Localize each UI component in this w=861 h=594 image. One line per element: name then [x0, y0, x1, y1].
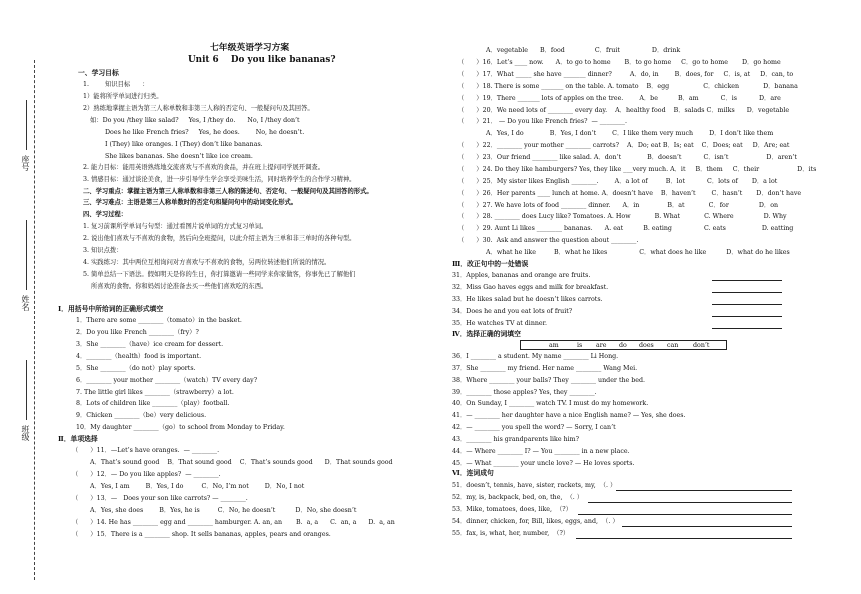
answer-line[interactable] — [622, 526, 792, 527]
question-line: 6．________ your mother ________（watch）TV every day? — [76, 377, 258, 384]
word-option: do — [619, 342, 627, 349]
question-line: 45．— What ________ your uncle love? — He loves sports. — [452, 460, 635, 467]
text-line: 1. 复习前课所学单词与句型：通过看图片说单词的方式复习单词。 — [83, 223, 268, 230]
answer-line[interactable] — [712, 304, 782, 305]
question-line: 10．My daughter ________（go）to school from Monday to Friday. — [76, 424, 285, 431]
question-line: （ ）13．— Does your son like carrots? — ________. — [72, 495, 248, 502]
question-line: （ ）25．My sister likes English ________. A．a lot of B．lot C．lots of D．a lot — [458, 178, 778, 185]
text-line: 2. 能力目标：能用英语熟练地交流喜欢与不喜欢的食品，并在班上提问同学展开调查。 — [83, 164, 324, 171]
word-option: does — [639, 342, 654, 349]
question-line: 31．Apples, bananas and orange are fruits. — [452, 272, 591, 279]
question-line: 44．— Where ________ I? — You ________ in a new place. — [452, 448, 630, 455]
question-line: 3．She ________（have）ice cream for dessert. — [76, 341, 224, 348]
answer-line[interactable] — [712, 292, 782, 293]
text-line: 2）熟练地掌握主语为第三人称单数和非第三人称的否定句、一般疑问句及其回答。 — [83, 105, 314, 112]
question-line: 7. The little girl likes ________（strawberry）a lot. — [76, 389, 234, 396]
text-line: 如：Do you /they like salad? Yes, I /they do. No, I /they don’t — [90, 117, 300, 124]
text-line: 2. 说出他们喜欢与不喜欢的食物，然后向全班提问，以此介绍主语为三单和非三单时的各种句型。 — [83, 235, 356, 242]
question-line: （ ）20．We need lots of ________ every day. A．healthy food B．salads C．milks D．vegetable — [458, 107, 790, 114]
class-blank — [26, 360, 27, 420]
binding-margin — [6, 60, 42, 580]
text-line: 1. 知识目标 ： — [83, 81, 149, 88]
goals-heading: 一、学习目标 — [78, 69, 119, 77]
question-line: 53．Mike, tomatoes, does, like, （?） — [452, 506, 572, 513]
text-line: 3. 情感目标：通过谈论美食，进一步引导学生学会享受美味生活，同时培养学生的合作学习精神。 — [83, 176, 356, 183]
option-line: A．Yes, she does B．Yes, he is C．No, he doesn’t D．No, she doesn’t — [90, 507, 357, 514]
name-blank — [26, 220, 27, 290]
page-title: 七年级英语学习方案 — [210, 43, 290, 53]
text-line: 5. 简单总结一下语法。假如明天是你的生日，你打算邀请一些同学来你家做客，你事先已了解他们 — [83, 271, 356, 278]
question-line: （ ）21． — Do you like French fries? — ________. — [458, 118, 627, 125]
question-line: 2．Do you like French ________（fry）? — [76, 329, 199, 336]
question-line: 4．________（health）food is important. — [76, 353, 202, 360]
section-1-heading: Ⅰ．用括号中所给词的正确形式填空 — [58, 305, 164, 313]
question-line: 42．— ________ you spell the word? — Sorry, I can’t — [452, 424, 616, 431]
option-line: A．what he like B．what he likes C．what does he like D．what do he likes — [486, 249, 790, 256]
text-line: 4. 实践练习：其中两位互相询问对方喜欢与不喜欢的食物，另两位转述他们所说的情况。 — [83, 259, 331, 266]
text-line: She likes bananas. She doesn’t like ice cream. — [105, 153, 253, 160]
question-line: 38．Where ________ your balls? They ________ under the bed. — [452, 377, 646, 384]
section-2-heading: Ⅱ．单项选择 — [58, 435, 98, 443]
word-option: can — [667, 342, 679, 349]
question-line: （ ）16．Let’s ____ now. A．to go to home B．to go home C．go to home D．go home — [458, 59, 781, 66]
question-line: （ ）23．Our friend ________ like salad. A．don’t B．doesn’t C．isn’t D．aren’t — [458, 154, 797, 161]
question-line: 33．He likes salad but he doesn’t likes carrots. — [452, 296, 603, 303]
question-line: 37．She ________ my friend. Her name ________ Wang Mei. — [452, 365, 638, 372]
question-line: 35．He watches TV at dinner. — [452, 320, 547, 327]
option-line: A．That’s sound good B．That sound good C．That’s sounds good D．That sounds good — [90, 459, 393, 466]
text-line: 二、学习重点：掌握主语为第三人称单数和非第三人称的陈述句、否定句、一般疑问句及其回答的形式。 — [83, 188, 373, 195]
class-label: 班级 — [21, 425, 30, 441]
word-box — [520, 340, 727, 350]
question-line: （ ）24. Do they like hamburgers? Yes, they like ___very much. A．it B．them C．their D．its — [458, 166, 817, 173]
answer-line[interactable] — [578, 514, 792, 515]
question-line: 41．— ________ her daughter have a nice English name? — Yes, she does. — [452, 412, 686, 419]
question-line: （ ）19．There _______ lots of apples on the tree. A．be B．am C．is D．are — [458, 95, 781, 102]
section-6-heading: Ⅵ．连词成句 — [452, 469, 494, 477]
text-line: 所喜欢的食物。你和妈妈讨论准备去买一些他们喜欢吃的东西。 — [83, 283, 268, 290]
section-3-heading: Ⅲ．改正句中的一处错误 — [452, 260, 529, 268]
question-line: （ ）26．Her parents ____ lunch at home. A．doesn’t have B．haven’t C．hasn’t D．don’t have — [458, 190, 802, 197]
text-line: 三、学习难点：主语是第三人称单数时的否定句和疑问句中的动词变化形式。 — [83, 199, 298, 206]
word-option: are — [596, 342, 607, 349]
question-line: 40．On Sunday, I ________ watch TV. I must do my homework. — [452, 400, 649, 407]
answer-line[interactable] — [616, 490, 792, 491]
question-line: 43．________ his grandparents like him? — [452, 436, 580, 443]
name-label: 姓名 — [21, 295, 30, 311]
question-line: （ ）27. We have lots of food ________ dinner. A．in B．at C．for D．on — [458, 202, 779, 209]
answer-line[interactable] — [588, 502, 792, 503]
question-line: （ ）11．—Let’s have oranges. — ________. — [72, 447, 220, 454]
question-line: （ ）15．There is a ________ shop. It sells bananas, apples, pears and oranges. — [72, 531, 331, 538]
question-line: 51．doesn’t, tennis, have, sister, rackets, my, （. ） — [452, 482, 617, 489]
question-line: （ ）18. There is some _______ on the table. A. tomato B．egg C．chicken D．banana — [458, 83, 798, 90]
question-line: 54．dinner, chicken, for, Bill, likes, eggs, and, （. ） — [452, 518, 619, 525]
question-line: 55．fax, is, what, her, number, （?） — [452, 530, 570, 537]
answer-line[interactable] — [712, 316, 782, 317]
unit-title: Unit 6 Do you like bananas? — [188, 55, 336, 65]
word-option: am — [549, 342, 559, 349]
word-option: don’t — [693, 342, 710, 349]
text-line: 四、学习过程： — [83, 211, 128, 218]
question-line: （ ）12．— Do you like apples? — ________. — [72, 471, 221, 478]
answer-line[interactable] — [576, 538, 792, 539]
question-line: 34．Does he and you eat lots of fruit? — [452, 308, 573, 315]
question-line: （ ）17．What _____ she have _______ dinner? A．do, in B．does, for C．is, at D．can, to — [458, 71, 794, 78]
question-line: （ ）30. Ask and answer the question about ________. — [458, 237, 639, 244]
question-line: 5．She ________（do not）play sports. — [76, 365, 196, 372]
text-line: Does he like French fries? Yes, he does. No, he doesn’t. — [105, 129, 305, 136]
option-line: A．Yes, I am B．Yes, I do C．No, I’m not D．No, I not — [90, 483, 305, 490]
question-line: （ ）28. ________ does Lucy like? Tomatoes. A. How B. What C. Where D. Why — [458, 213, 787, 220]
question-line: 9．Chicken ________（be）very delicious. — [76, 412, 207, 419]
question-line: （ ）14. He has ________ egg and ________ hamburger. A. an, an B. a, a C. an, a D. a, an — [72, 519, 395, 526]
cut-line — [34, 60, 35, 580]
seat-blank — [26, 100, 27, 150]
text-line: I (They) like oranges. I (They) don’t like bananas. — [105, 141, 263, 148]
answer-line[interactable] — [712, 280, 782, 281]
question-line: （ ）22．________ your mother ________ carrots? A．Do; eat B．Is; eat C．Does; eat D．Are; eat — [458, 142, 790, 149]
question-line: 1．There are some ________（tomato）in the basket. — [76, 317, 242, 324]
text-line: 1）能将所学单词进行归类。 — [83, 93, 163, 100]
question-line: 36．I ________ a student. My name ________ Li Hong. — [452, 353, 619, 360]
option-line: A．vegetable B．food C．fruit D．drink — [486, 47, 681, 54]
question-line: （ ）29. Aunt Li likes ________ bananas. A. eat B. eating C. eats D. eatting — [458, 225, 794, 232]
seat-label: 座号 — [21, 155, 30, 171]
question-line: 32．Miss Gao haves eggs and milk for breakfast. — [452, 284, 609, 291]
option-line: A．Yes, I do B．Yes, I don’t C．I like them very much D．I don’t like them — [486, 130, 774, 137]
question-line: 8．Lots of children like ________（play）football. — [76, 400, 230, 407]
section-4-heading: Ⅳ．选择正确的词填空 — [452, 330, 521, 338]
question-line: 39．________ those apples? Yes, they ________. — [452, 389, 597, 396]
word-option: is — [577, 342, 583, 349]
text-line: 3. 知识点拨： — [83, 247, 123, 254]
question-line: 52．my, is, backpack, bed, on, the, （. ） — [452, 494, 584, 501]
answer-line[interactable] — [712, 328, 782, 329]
